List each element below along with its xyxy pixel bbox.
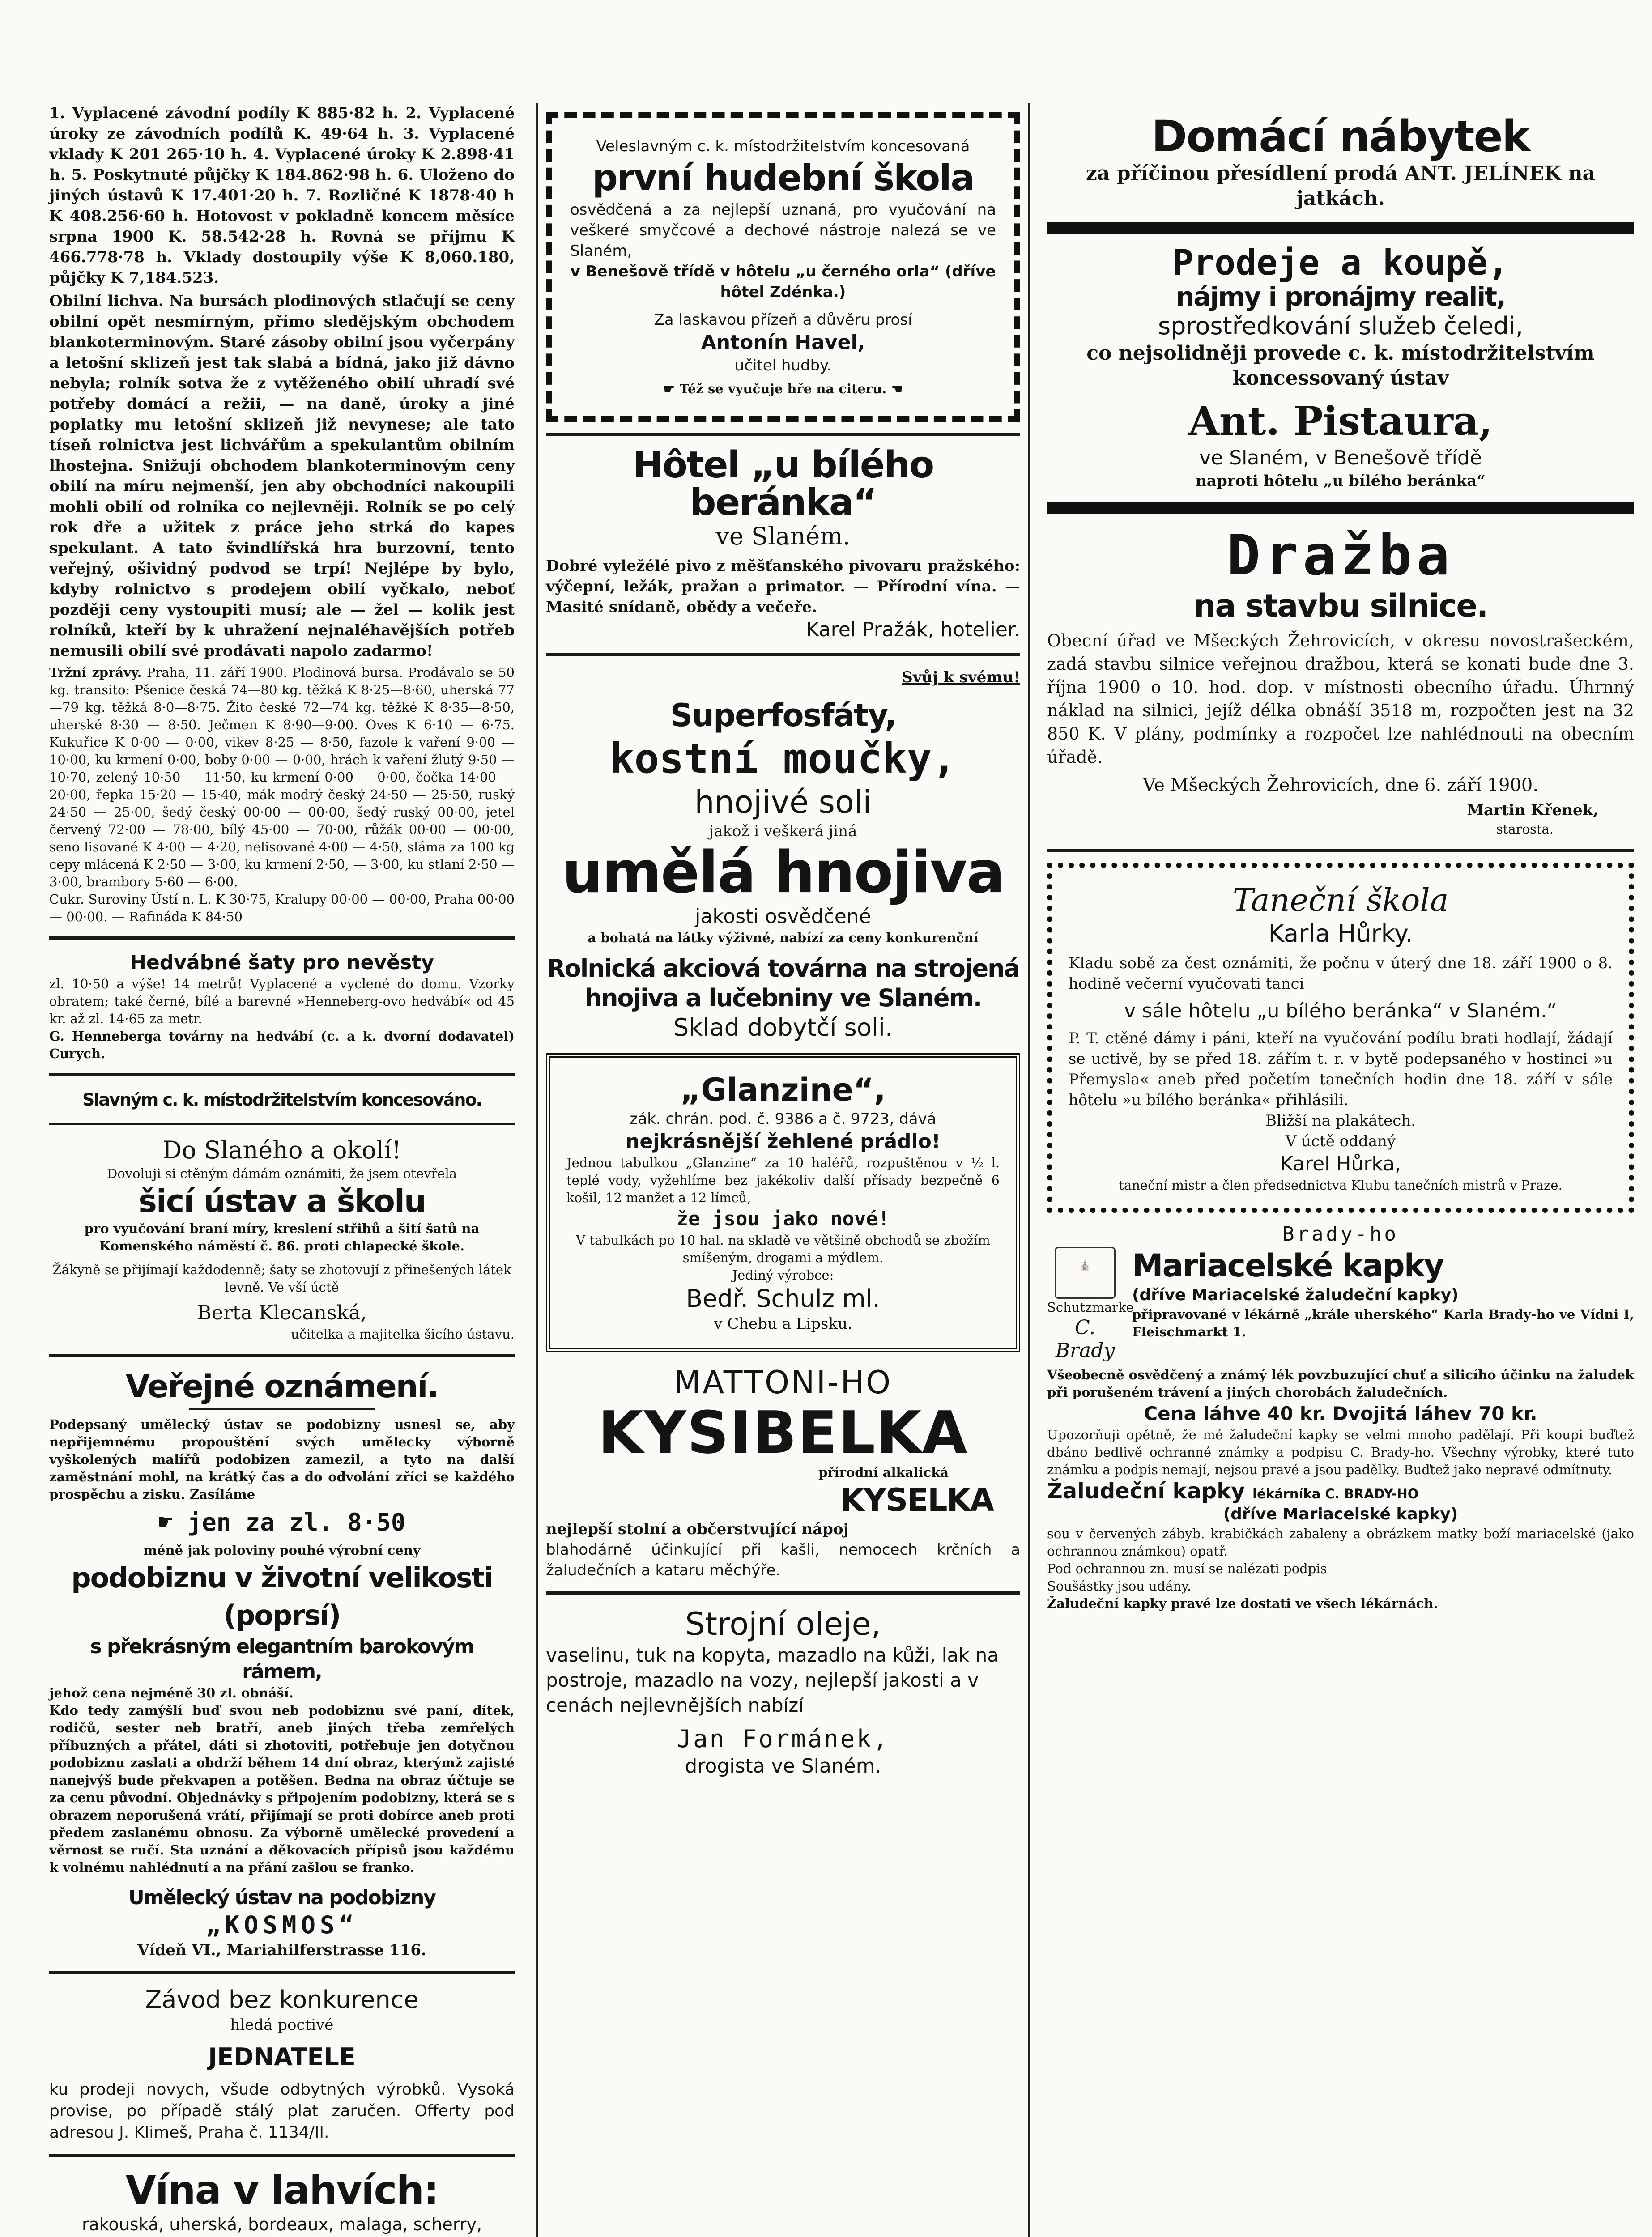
fertilizer-line-7: a bohatá na látky výživné, nabízí za ceny konkurenční: [588, 930, 979, 945]
auction-signer: Martin Křenek,: [1467, 801, 1598, 819]
mattoni-ad: [546, 1364, 1020, 1581]
column-2: [537, 0, 1029, 2237]
divider: [1047, 222, 1634, 234]
mc-stamp-label: Schutzmarke: [1047, 1300, 1134, 1315]
agent-word: JEDNATELE: [208, 2043, 356, 2071]
sewing-name: Berta Klecanská,: [197, 1301, 367, 1324]
mc-price: Cena láhve 40 kr. Dvojitá láhev 70 kr.: [1144, 1403, 1537, 1425]
auction-date: Ve Mšeckých Žehrovicích, dne 6. září 1900.: [1142, 775, 1539, 795]
divider: [49, 1354, 515, 1357]
fertilizer-line-5: umělá hnojiva: [562, 839, 1004, 906]
fertilizer-line-1: Superfosfáty,: [670, 697, 896, 734]
sewing-title: šicí ústav a školu: [138, 1183, 426, 1220]
dance-sign: Karel Hůrka,: [1280, 1153, 1401, 1175]
divider: [49, 2154, 515, 2157]
divider: [1047, 502, 1634, 514]
divider: [546, 433, 1020, 436]
oil-firm: Jan Formánek,: [677, 1725, 890, 1753]
sewing-header: Slavným c. k. místodržitelstvím koncesováno.: [82, 1090, 481, 1110]
glanzine-claim: nejkrásnější žehlené prádlo!: [626, 1130, 941, 1153]
notice-body: Kdo tedy zamýšlí buď svou neb podobiznu své paní, dítek, rodičů, sester neb bratří, aneb jiných třeba zemřelých příbuzných a přátel, dáti si zhotoviti, potřebuje jen dotyčnou podobiznu zaslati a obdrží během 14 dní obraz, kterýmž zajisté nanejvýš bude překvapen a potěšen. Bedna na obraz účtuje se za cenu původní. Objednávky s připojením podobizny, která se s obrazem neporušená vrátí, přijímají se proti dobírce aneb proti předem zaslanému obnosu. Za výborně umělecké provedení a věrnost se ručí. Sta uznání a děkovacích přípisů jsou každému k volnému nahlédnutí a na přání zašlou se franko.: [49, 1703, 515, 1875]
auction-role: starosta.: [1496, 821, 1554, 837]
dance-regards: V úctě oddaný: [1285, 1132, 1396, 1150]
sugar-report: Cukr. Suroviny Ústí n. L. K 30·75, Kralupy 00·00 — 00·00, Praha 00·00 — 00·00. — Rafináda K 84·50: [49, 892, 515, 924]
fertilizer-line-8: Rolnická akciová továrna na strojená hnojiva a lučebniny ve Slaném.: [547, 954, 1019, 1012]
silk-title: Hedvábné šaty pro nevěsty: [130, 951, 434, 974]
fertilizer-line-3: hnojivé soli: [694, 784, 872, 821]
market-title: Tržní zprávy.: [49, 665, 142, 680]
mariacell-ad: [1047, 1247, 1634, 1612]
kosmos-title: Umělecký ústav na podobizny: [128, 1886, 435, 1909]
grain-title: Obilní lichva.: [49, 292, 164, 310]
furniture-title: Domácí nábytek: [1151, 111, 1530, 162]
glanzine-maker: Bedř. Schulz ml.: [686, 1284, 880, 1313]
wine-text: rakouská, uherská, bordeaux, malaga, scherry,: [81, 2215, 482, 2234]
divider: [49, 1971, 515, 1974]
grain-text: Na bursách plodinových stlačují se ceny obilní opět nesmírným, přímo sledějským obchodem blankoterminovým. Staré zásoby obilní jsou vyčerpány a letošní sklizeň jest tak slabá a bídná, jako již dávno nebyla; rolník sotva že z vytěženého obilí uhradí své potřeby domácí a režii, — na daně, úroky a jiné poplatky mu letošní sklizeň již nevynese; ale tato tíseň rolnictva jest lichvářům a spekulantům obilním lhostejna. Snižují obchodem blankoterminovým ceny obilí na míru nejmenší, jen aby obchodníci nakoupili mohli obilí od rolníka co nejlevněji. Rolník se po celý rok dře a užitek z práce jeho strká do kapes spekulant. A tato švindlířská hra burzovní, tento veřejný, ošividný podvod se trpí! Nejlépe by bylo, kdyby rolnictvo s prodejem obilí vyčkalo, neboť později ceny vystoupiti musí; ale — žel — kolik jest rolníků, kteří by k uhražení nejnaléhavějších potřeb nemusili obilí své prodávati napolo zadarmo!: [49, 292, 515, 660]
mattoni-text: blahodárně účinkující při kašli, nemocech krčních a žaludečních a kataru měchýře.: [546, 1541, 1020, 1579]
dance-owner: Karla Hůrky.: [1268, 919, 1413, 948]
real-address: naproti hôtelu „u bílého beránka“: [1196, 472, 1486, 490]
silk-sender: G. Henneberga továrny na hedvábí (c. a k. dvorní dodavatel) Curych.: [49, 1029, 515, 1061]
real-line-2: nájmy i pronájmy realit,: [1175, 281, 1506, 312]
church-emblem-icon: ⛪: [1055, 1247, 1116, 1299]
music-zither: [570, 380, 996, 398]
mc-final: Žaludeční kapky pravé lze dostati ve všech lékárnách.: [1047, 1596, 1438, 1611]
wine-title: Vína v lahvích:: [125, 2167, 439, 2213]
music-school-ad: [546, 112, 1020, 422]
agent-sub: hledá poctivé: [230, 2016, 334, 2034]
mc-signature: C. Brady: [1055, 1316, 1115, 1362]
divider: [1047, 849, 1634, 852]
glanzine-maker-label: Jediný výrobce:: [732, 1267, 834, 1283]
dance-school-ad: [1047, 863, 1634, 1213]
dance-more: Bližší na plakátech.: [1265, 1112, 1416, 1130]
glanzine-new: že jsou jako nové!: [676, 1208, 890, 1230]
mc-maker-2: lékárníka C. BRADY-HO: [1252, 1486, 1419, 1501]
kosmos-address: Vídeň VI., Mariahilferstrasse 116.: [137, 1941, 426, 1959]
mc-text: Všeobecně osvědčený a známý lék povzbuzující chuť a silicího účinku na žaludek při porušeném trávení a jiných chorobách žaludečních.: [1047, 1367, 1634, 1400]
mc-warn: Upozorňuji opětně, že mé žaludeční kapky se velmi mnoho padělají. Při koupi buďtež dbáno bedlivě ochranné známky a podpisu C. Brady-ho. Všechny výrobky, které tuto známku a podpis nemají, nejsou pravé a jsou padělky. Buďtež jako nepravé odmítnuty.: [1047, 1427, 1634, 1477]
dance-title: Taneční škola: [1232, 882, 1449, 919]
hotel-place: ve Slaném.: [715, 522, 851, 550]
music-role: učitel hudby.: [734, 357, 832, 374]
mc-emblem: [1047, 1247, 1134, 1362]
mattoni-tag: nejlepší stolní a občerstvující nápoj: [546, 1520, 849, 1538]
music-location: v Benešově třídě v hôtelu „u černého orla“ (dříve hôtel Zdénka.): [570, 263, 996, 301]
music-text: osvědčená a za nejlepší uznaná, pro vyučování na veškeré smyčcové a dechové nástroje nalezá se ve Slaném,: [570, 201, 996, 260]
notice-price: [49, 1508, 515, 1537]
music-zither-text: Též se vyučuje hře na citeru.: [679, 381, 887, 396]
sewing-intro: Dovoluji si ctěným dámám oznámiti, že jsem otevřela: [106, 1166, 457, 1181]
music-intro: Veleslavným c. k. místodržitelstvím koncesovaná: [596, 137, 970, 155]
sewing-text: pro vyučování braní míry, kreslení střihů a šití šatů na Komenského náměstí č. 86. proti chlapecké škole.: [84, 1221, 480, 1254]
mc-former: (dříve Mariacelské žaludeční kapky): [1132, 1286, 1459, 1304]
fertilizer-line-2: kostní moučky,: [609, 735, 957, 783]
fertilizer-line-6: jakosti osvědčené: [695, 905, 871, 928]
divider: [189, 1408, 375, 1410]
notice-price-text: jen za zl. 8·50: [187, 1508, 406, 1536]
pointing-hand-icon: ☛: [663, 381, 680, 396]
mc-former-2: (dříve Mariacelské kapky): [1223, 1505, 1458, 1523]
mc-title: Mariacelské kapky: [1132, 1247, 1443, 1284]
hotel-owner: Karel Pražák, hotelier.: [806, 618, 1020, 641]
sewing-greeting: Do Slaného a okolí!: [162, 1136, 401, 1164]
motto: Svůj k svému!: [902, 668, 1020, 686]
sewing-note: Žákyně se přijímají každodenně; šaty se zhotovují z přinešených látek levně. Ve vší úctě: [52, 1262, 511, 1295]
mc-title-2: [1047, 1479, 1634, 1504]
real-name: Ant. Pistaura,: [1188, 398, 1493, 444]
real-line-4: co nejsolidněji provede c. k. místodržitelstvím koncessovaný ústav: [1086, 342, 1595, 390]
music-name: Antonín Havel,: [701, 331, 865, 354]
divider: [49, 1123, 515, 1125]
mattoni-badge: přírodní alkalická: [818, 1465, 949, 1480]
notice-portrait: podobiznu v životní velikosti (poprsí): [71, 1561, 493, 1632]
music-request: Za laskavou přízeň a důvěru prosí: [654, 311, 912, 329]
market-text: Praha, 11. září 1900. Plodinová bursa. Prodávalo se 50 kg. transito: Pšenice česká 74—80 kg. těžká K 8·25—8·60, uherská 77—79 kg. těžká 8·0—8·75. Žito české 72—74 kg. těžké K 8·35—8·50, uherské 8·30 — 8·50. Ječmen K 8·90—9·00. Oves K 6·10 — 6·75. Kukuřice K 0·00 — 0·00, vikev 8·25 — 8·50, fazole k vaření 9·00 — 10·00, ku krmení 0·00, boby 0·00 — 0·00, hrách k vaření žlutý 9·50 — 10·70, zelený 10·50 — 11·50, ku krmení 0·00 — 0·00, čočka 14·00 — 20·00, řepka 15·20 — 15·40, mák modrý český 24·50 — 25·50, ruský 24·50 — 25·00, šedý český 00·00 — 00·00, šedý ruský 00·00, jetel červený 72·00 — 78·00, bílý 45·00 — 70·00, růžák 00·00 — 00·00, seno lisované K 4·00 — 4·20, nelisované 4·00 — 4·50, sláma za 100 kg cepy mlácená K 2·50 — 3·00, ku krmení 2·50, — 3·00, ku stlaní 2·50 — 3·00, brambory 5·60 — 6·00.: [49, 665, 515, 889]
notice-frame: s překrásným elegantním barokovým rámem,: [90, 1635, 474, 1683]
oil-role: drogista ve Slaném.: [685, 1755, 881, 1778]
mc-prep: připravované v lékárně „krále uherského“ Karla Brady-ho ve Vídni I, Fleischmarkt 1.: [1132, 1307, 1634, 1340]
dance-venue: v sále hôtelu „u bílého beránka“ v Slaném.“: [1124, 999, 1557, 1022]
divider: [546, 1591, 1020, 1595]
column-1: [0, 0, 537, 2237]
market-report: [49, 664, 515, 891]
auction-sub: na stavbu silnice.: [1193, 587, 1488, 624]
glanzine-text: Jednou tabulkou „Glanzine“ za 10 haléřů, rozpuštěnou v ½ l. teplé vody, vyžehlíme bez jakékoliv další přísady bezpečně 6 košil, 12 manžet a 12 límců,: [566, 1155, 1000, 1205]
real-line-3: sprostředkování služeb čeledi,: [1158, 312, 1524, 340]
oil-text: vaselinu, tuk na kopyta, mazadlo na kůži, lak na postroje, mazadlo na vozy, nejlepší jakosti a v cenách nejlevnějších nabízí: [546, 1644, 999, 1716]
agent-text: ku prodeji novych, všude odbytných výrobků. Vysoká provise, po případě stálý plat zaručen. Offerty pod adresou J. Klimeš, Praha č. 1134/II.: [49, 2080, 515, 2142]
mattoni-brand: MATTONI-HO: [673, 1364, 893, 1401]
oil-title: Strojní oleje,: [685, 1606, 881, 1642]
notice-text: Podepsaný umělecký ústav se podobizny usnesl se, aby nepřijemnému propouštění svých umělecky výborně vyškolených malířů podobizen zamezil, a tyto na další zaměstnání mohl, na krátký čas a do odvolání zříci se každého prospěchu a zisku. Zasíláme: [49, 1417, 515, 1502]
mc-title-2-text: Žaludeční kapky: [1047, 1479, 1245, 1504]
dance-role: taneční mistr a člen předsednictva Klubu tanečních mistrů v Praze.: [1119, 1178, 1563, 1193]
music-title: první hudební škola: [592, 157, 974, 199]
glanzine-title: „Glanzine“,: [680, 1072, 886, 1108]
mc-brand: Brady-ho: [1282, 1223, 1399, 1246]
mattoni-name: KYSIBELKA: [598, 1399, 968, 1467]
fertilizer-line-9: Sklad dobytčí soli.: [673, 1013, 893, 1042]
notice-subprice: méně jak poloviny pouhé výrobní ceny: [143, 1543, 421, 1558]
pointing-hand-icon: ☛: [158, 1508, 187, 1536]
furniture-text: za příčinou přesídlení prodá ANT. JELÍNEK na jatkách.: [1086, 162, 1596, 210]
auction-title: Dražba: [1227, 523, 1454, 588]
column-3: [1029, 0, 1652, 2237]
mattoni-name-2: KYSELKA: [840, 1482, 993, 1518]
dance-text: Kladu sobě za čest oznámiti, že počnu v úterý dne 18. září 1900 o 8. hodině večerní vyučovati tanci: [1069, 954, 1613, 993]
glanzine-city: v Chebu a Lipsku.: [714, 1315, 852, 1333]
hotel-title: Hôtel „u bílého beránka“: [632, 444, 934, 524]
pointing-hand-icon: ☚: [886, 381, 903, 396]
mc-sig-note-2: Soušástky jsou udány.: [1047, 1578, 1192, 1594]
hotel-text: Dobré vyležélé pivo z měšťanského pivovaru pražského: výčepní, ležák, pražan a primator. — Přírodní vína. — Masité snídaně, obědy a večeře.: [546, 557, 1020, 616]
real-place: ve Slaném, v Benešově třídě: [1199, 447, 1482, 469]
kosmos-name: „KOSMOS“: [205, 1911, 358, 1939]
mc-sig-note: Pod ochrannou zn. musí se nalézati podpis: [1047, 1561, 1327, 1576]
divider: [546, 653, 1020, 656]
sewing-role: učitelka a majitelka šicího ústavu.: [291, 1327, 515, 1342]
glanzine-sale: V tabulkách po 10 hal. na skladě ve většině obchodů se zbožím smíšeným, drogami a mýdlem.: [576, 1233, 990, 1265]
bank-report: 1. Vyplacené závodní podíly K 885·82 h. 2. Vyplacené úroky ze závodních podílů K. 49·64 h. 3. Vyplacené vklady K 201 265·10 h. 4. Vyplacené úroky K 2.898·41 h. 5. Poskytnuté půjčky K 184.862·98 h. 6. Uloženo do jiných ústavů K 17.401·20 h. 7. Rozličné K 1878·40 h K 408.256·60 h. Hotovost v pokladně koncem měsíce srpna 1900 K. 58.542·28 h. Rovná se příjmu K 466.778·78 h. Vklady dostoupily výše K 8,060.180, půjčky K 7,184.523.: [49, 104, 515, 287]
glanzine-patent: zák. chrán. pod. č. 9386 a č. 9723, dává: [630, 1110, 937, 1128]
notice-value: jehož cena nejméně 30 zl. obnáší.: [49, 1685, 294, 1701]
grain-article: [49, 291, 515, 661]
mc-pack: sou v červených zábyb. krabičkách zabaleny a obrázkem matky boží mariacelské (jako ochrannou známkou) opatř.: [1047, 1526, 1634, 1559]
agent-title: Závod bez konkurence: [145, 1986, 419, 2014]
real-title: Prodeje a koupě,: [1172, 243, 1509, 283]
glanzine-ad: [546, 1053, 1020, 1352]
divider: [49, 1073, 515, 1076]
silk-text: zl. 10·50 a výše! 14 metrů! Vyplacené a vyclené do domu. Vzorky obratem; také černé, bílé a barevné »Henneberg-ovo hedvábí« od 45 kr. až zl. 14·65 za metr.: [49, 976, 515, 1026]
divider: [49, 936, 515, 940]
auction-text: Obecní úřad ve Mšeckých Žehrovicích, v okresu novostrašeckém, zadá stavbu silnice veřejnou dražbou, která se konati bude dne 3. října 1900 o 10. hod. dop. v místnosti obecního úřadu. Úhrnný náklad na silnici, jejíž délka obnáší 3518 m, rozpočten jest na 32 850 K. V plány, podmínky a rozpočet lze nahlédnouti na obecním úřadě.: [1047, 631, 1634, 767]
notice-title: Veřejné oznámení.: [125, 1368, 439, 1405]
fertilizer-line-4: jakož i veškerá jiná: [709, 822, 857, 840]
dance-text-2: P. T. ctěné dámy i páni, kteří na vyučování podílu brati hodlají, žádají se uctivě, by se před 18. zářím t. r. v bytě podepsaného v hostinci »u Přemysla« aneb před početím tanečních hodin dne 18. září v sále hôtelu »u bílého beránka« přihlásili.: [1069, 1029, 1613, 1109]
